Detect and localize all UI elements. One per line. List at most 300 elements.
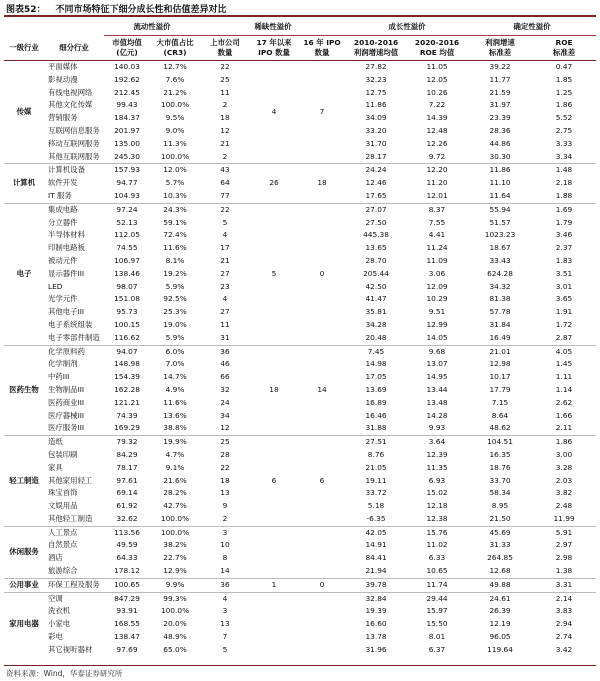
industry-cell: 传媒: [4, 61, 44, 164]
roe-mean-cell: 12.39: [426, 449, 448, 459]
roe-std-cell: 2.75: [555, 125, 573, 135]
growth-2010-2016-cell: 32.84: [346, 592, 406, 605]
roe-mean-cell: 7.22: [428, 100, 446, 110]
roe-mean-cell: 15.02: [426, 488, 448, 498]
cr3-share-cell: 5.9%: [165, 281, 185, 291]
market-cap-mean-cell: 140.03: [104, 61, 150, 74]
cr3-share-cell: 38.2%: [163, 540, 187, 550]
roe-mean-cell: 12.99: [426, 319, 448, 329]
sub-industry-cell: 酒店: [48, 553, 63, 563]
header-growth: 成长性溢价: [346, 18, 468, 36]
listed-count-cell: 18: [220, 475, 230, 485]
growth-std-cell: 34.32: [489, 281, 511, 291]
growth-2010-2016-cell: 14.98: [365, 359, 387, 369]
roe-std-cell: 1.85: [555, 74, 573, 84]
roe-std-cell: 1.66: [555, 410, 573, 420]
cr3-share-cell: 24.3%: [150, 203, 200, 216]
roe-mean-cell: 10.26: [426, 87, 448, 97]
sub-industry-cell: 小家电: [48, 619, 71, 629]
sub-industry-cell: 化学制剂: [48, 359, 78, 369]
growth-2010-2016-cell: 12.46: [365, 178, 387, 188]
growth-2010-2016-cell: 21.94: [365, 566, 387, 576]
growth-std-cell: 11.10: [489, 178, 511, 188]
cr3-share-cell: 14.7%: [163, 372, 187, 382]
roe-mean-cell: 14.95: [426, 372, 448, 382]
growth-std-cell: 12.68: [489, 566, 511, 576]
col-industry: 一级行业: [4, 36, 44, 61]
listed-count-cell: 25: [220, 74, 230, 84]
roe-mean-cell: 11.24: [426, 243, 448, 253]
cr3-share-cell: 9.9%: [150, 578, 200, 592]
roe-std-cell: 2.48: [555, 501, 573, 511]
table-row: [4, 592, 596, 605]
listed-count-cell: 17: [220, 243, 230, 253]
sub-industry-cell: 其他互联网服务: [48, 151, 100, 161]
growth-std-cell: 17.79: [489, 384, 511, 394]
listed-count-cell: 2: [222, 513, 228, 523]
ipo-since-2017-cell: 1: [250, 578, 298, 592]
sub-industry-cell: 显示器件III: [48, 268, 85, 278]
market-cap-mean-cell: 192.62: [114, 74, 140, 84]
roe-std-cell: 1.72: [555, 319, 573, 329]
cr3-share-cell: 12.7%: [150, 61, 200, 74]
roe-mean-cell: 11.20: [426, 178, 448, 188]
roe-std-cell: 5.91: [532, 526, 596, 539]
growth-std-cell: 26.39: [489, 606, 511, 616]
listed-count-cell: 27: [220, 307, 230, 317]
roe-std-cell: 1.79: [555, 217, 573, 227]
roe-mean-cell: 11.02: [426, 540, 448, 550]
growth-std-cell: 18.76: [489, 462, 511, 472]
sub-industry-cell: 软件开发: [48, 178, 78, 188]
ipo-since-2017-cell: 18: [250, 345, 298, 436]
table-row: [4, 203, 596, 216]
roe-std-cell: 2.62: [555, 397, 573, 407]
roe-mean-cell: 12.38: [426, 513, 448, 523]
roe-mean-cell: 9.72: [428, 151, 446, 161]
sub-industry-cell: 空调: [44, 592, 104, 605]
sub-industry-cell: 光学元件: [48, 294, 78, 304]
growth-std-cell: 8.64: [491, 410, 509, 420]
listed-count-cell: 2: [222, 100, 228, 110]
col-cr3: 大市值占比 (CR3): [150, 36, 200, 61]
growth-2010-2016-cell: 19.39: [365, 606, 387, 616]
roe-std-cell: 2.97: [555, 540, 573, 550]
growth-2010-2016-cell: 42.50: [365, 281, 387, 291]
col-roe2020: 2020-2016 ROE 均值: [406, 36, 468, 61]
growth-std-cell: 31.97: [489, 100, 511, 110]
col-ipo17: 17 年以来 IPO 数量: [250, 36, 298, 61]
roe-std-cell: 3.28: [555, 462, 573, 472]
growth-std-cell: 624.28: [487, 268, 513, 278]
growth-2010-2016-cell: 27.51: [346, 436, 406, 449]
cr3-share-cell: 100.0%: [160, 151, 190, 161]
market-cap-mean-cell: 212.45: [114, 87, 140, 97]
ipo-since-2017-cell: 26: [250, 164, 298, 203]
growth-std-cell: 11.64: [489, 190, 511, 200]
growth-std-cell: 44.86: [489, 138, 511, 148]
market-cap-mean-cell: 162.28: [114, 384, 140, 394]
cr3-share-cell: 100.0%: [160, 606, 190, 616]
table-row: [4, 345, 596, 358]
roe-std-cell: 2.37: [555, 243, 573, 253]
listed-count-cell: 28: [220, 449, 230, 459]
listed-count-cell: 2: [222, 151, 228, 161]
roe-mean-cell: 12.48: [426, 125, 448, 135]
listed-count-cell: 21: [220, 255, 230, 265]
roe-std-cell: 1.83: [555, 255, 573, 265]
market-cap-mean-cell: 151.08: [114, 294, 140, 304]
market-cap-mean-cell: 112.05: [114, 230, 140, 240]
sub-industry-cell: 其他文化传媒: [48, 100, 93, 110]
cr3-share-cell: 21.6%: [163, 475, 187, 485]
figure-caption: 不同市场特征下细分成长性和估值差异对比: [55, 5, 227, 15]
sub-industry-cell: LED: [48, 281, 63, 291]
roe-std-cell: 2.98: [555, 553, 573, 563]
ipo-2016-cell: 7: [298, 61, 346, 164]
growth-std-cell: 8.95: [491, 501, 509, 511]
growth-2010-2016-cell: 27.82: [346, 61, 406, 74]
growth-std-cell: 33.70: [489, 475, 511, 485]
roe-std-cell: 1.48: [532, 164, 596, 177]
roe-mean-cell: 14.39: [426, 113, 448, 123]
roe-mean-cell: 11.09: [426, 255, 448, 265]
growth-std-cell: 21.01: [468, 345, 532, 358]
cr3-share-cell: 21.2%: [163, 87, 187, 97]
roe-std-cell: 0.47: [532, 61, 596, 74]
roe-mean-cell: 7.55: [428, 217, 446, 227]
cr3-share-cell: 9.0%: [165, 125, 185, 135]
roe-mean-cell: 13.07: [426, 359, 448, 369]
growth-2010-2016-cell: 39.78: [346, 578, 406, 592]
growth-2010-2016-cell: 32.23: [365, 74, 387, 84]
growth-2010-2016-cell: 13.69: [365, 384, 387, 394]
cr3-share-cell: 11.6%: [163, 397, 187, 407]
roe-std-cell: 11.99: [553, 513, 575, 523]
roe-mean-cell: 4.41: [428, 230, 446, 240]
roe-mean-cell: 6.33: [428, 553, 446, 563]
figure-title: [6, 2, 227, 15]
sub-industry-cell: 电子零部件制造: [48, 332, 100, 342]
ipo-2016-cell: 14: [298, 345, 346, 436]
cr3-share-cell: 12.0%: [150, 164, 200, 177]
roe-mean-cell: 13.44: [426, 384, 448, 394]
growth-2010-2016-cell: 19.11: [365, 475, 387, 485]
roe-mean-cell: 9.93: [428, 423, 446, 433]
listed-count-cell: 12: [220, 125, 230, 135]
cr3-share-cell: 38.8%: [163, 423, 187, 433]
roe-std-cell: 3.33: [555, 138, 573, 148]
listed-count-cell: 23: [220, 281, 230, 291]
growth-std-cell: 31.33: [489, 540, 511, 550]
ipo-2016-cell: 18: [298, 164, 346, 203]
col-g1016: 2010-2016 利润增速均值: [346, 36, 406, 61]
listed-count-cell: 66: [220, 372, 230, 382]
growth-std-cell: 12.19: [489, 619, 511, 629]
cr3-share-cell: 4.7%: [165, 449, 185, 459]
cr3-share-cell: 19.2%: [163, 268, 187, 278]
cr3-share-cell: 5.7%: [165, 178, 185, 188]
roe-mean-cell: 14.28: [426, 410, 448, 420]
table-body: [4, 61, 596, 657]
listed-count-cell: 24: [220, 397, 230, 407]
cr3-share-cell: 5.9%: [165, 332, 185, 342]
growth-std-cell: 58.34: [489, 488, 511, 498]
market-cap-mean-cell: 184.37: [114, 113, 140, 123]
growth-2010-2016-cell: 31.96: [365, 644, 387, 654]
growth-std-cell: 39.22: [468, 61, 532, 74]
listed-count-cell: 13: [220, 619, 230, 629]
roe-std-cell: 3.82: [555, 488, 573, 498]
cr3-share-cell: 72.4%: [163, 230, 187, 240]
roe-std-cell: 4.05: [532, 345, 596, 358]
listed-count-cell: 32: [220, 384, 230, 394]
roe-mean-cell: 3.06: [428, 268, 446, 278]
growth-std-cell: 31.84: [489, 319, 511, 329]
roe-std-cell: 1.25: [555, 87, 573, 97]
sub-industry-cell: 环保工程及服务: [44, 578, 104, 592]
col-listed: 上市公司 数量: [200, 36, 250, 61]
sub-industry-cell: 造纸: [44, 436, 104, 449]
roe-mean-cell: 9.68: [406, 345, 468, 358]
growth-std-cell: 104.51: [468, 436, 532, 449]
roe-mean-cell: 12.20: [406, 164, 468, 177]
growth-std-cell: 81.38: [489, 294, 511, 304]
listed-count-cell: 27: [220, 268, 230, 278]
roe-std-cell: 1.38: [555, 566, 573, 576]
sub-industry-cell: 其他电子III: [48, 307, 85, 317]
sub-industry-cell: 自然景点: [48, 540, 78, 550]
roe-mean-cell: 14.05: [426, 332, 448, 342]
market-cap-mean-cell: 157.93: [104, 164, 150, 177]
roe-mean-cell: 15.97: [426, 606, 448, 616]
listed-count-cell: 12: [220, 423, 230, 433]
roe-std-cell: 2.11: [555, 423, 573, 433]
growth-std-cell: 21.59: [489, 87, 511, 97]
growth-2010-2016-cell: 17.65: [365, 190, 387, 200]
growth-2010-2016-cell: 7.45: [346, 345, 406, 358]
title-rule: [4, 15, 596, 17]
market-cap-mean-cell: 97.24: [104, 203, 150, 216]
sub-industry-cell: 计算机设备: [44, 164, 104, 177]
growth-2010-2016-cell: 28.17: [365, 151, 387, 161]
market-cap-mean-cell: 148.98: [114, 359, 140, 369]
growth-std-cell: 11.86: [468, 164, 532, 177]
roe-std-cell: 1.11: [555, 372, 573, 382]
market-cap-mean-cell: 100.65: [104, 578, 150, 592]
sub-industry-cell: 被动元件: [48, 255, 78, 265]
cr3-share-cell: 13.6%: [163, 410, 187, 420]
growth-std-cell: 28.36: [489, 125, 511, 135]
growth-2010-2016-cell: 24.24: [346, 164, 406, 177]
growth-std-cell: 96.05: [489, 632, 511, 642]
sub-industry-cell: 影视动漫: [48, 74, 78, 84]
roe-std-cell: 1.14: [555, 384, 573, 394]
roe-mean-cell: 10.65: [426, 566, 448, 576]
industry-cell: 家用电器: [4, 592, 44, 656]
roe-mean-cell: 12.18: [426, 501, 448, 511]
table-row: [4, 61, 596, 74]
growth-2010-2016-cell: -6.35: [366, 513, 386, 523]
col-sub: 细分行业: [44, 36, 104, 61]
growth-2010-2016-cell: 31.88: [365, 423, 387, 433]
market-cap-mean-cell: 61.92: [116, 501, 138, 511]
roe-mean-cell: 12.01: [426, 190, 448, 200]
growth-2010-2016-cell: 14.91: [365, 540, 387, 550]
roe-std-cell: 2.74: [555, 632, 573, 642]
roe-std-cell: 2.18: [555, 178, 573, 188]
growth-std-cell: 264.85: [487, 553, 513, 563]
roe-std-cell: 1.69: [532, 203, 596, 216]
listed-count-cell: 21: [220, 138, 230, 148]
growth-2010-2016-cell: 28.70: [365, 255, 387, 265]
growth-2010-2016-cell: 16.60: [365, 619, 387, 629]
growth-std-cell: 23.39: [489, 113, 511, 123]
sub-industry-cell: 互联网信息服务: [48, 125, 100, 135]
market-cap-mean-cell: 154.39: [114, 372, 140, 382]
sub-industry-cell: 印制电路板: [48, 243, 85, 253]
ipo-2016-cell: [298, 592, 346, 656]
cr3-share-cell: 9.1%: [165, 462, 185, 472]
cr3-share-cell: 100.0%: [160, 513, 190, 523]
growth-std-cell: 57.78: [489, 307, 511, 317]
industry-cell: 轻工制造: [4, 436, 44, 527]
header-certainty: 确定性溢价: [468, 18, 596, 36]
market-cap-mean-cell: 69.14: [116, 488, 138, 498]
listed-count-cell: 43: [200, 164, 250, 177]
market-cap-mean-cell: 100.15: [114, 319, 140, 329]
market-cap-mean-cell: 168.55: [114, 619, 140, 629]
listed-count-cell: 18: [220, 113, 230, 123]
header-liquidity: 流动性溢价: [104, 18, 200, 36]
roe-mean-cell: 15.76: [406, 526, 468, 539]
growth-2010-2016-cell: 21.05: [365, 462, 387, 472]
listed-count-cell: 22: [200, 61, 250, 74]
sub-industry-cell: 洗衣机: [48, 606, 71, 616]
table-row: [4, 164, 596, 177]
market-cap-mean-cell: 106.97: [114, 255, 140, 265]
roe-mean-cell: 11.05: [406, 61, 468, 74]
listed-count-cell: 4: [222, 230, 228, 240]
growth-std-cell: 33.43: [489, 255, 511, 265]
roe-mean-cell: 11.35: [426, 462, 448, 472]
cr3-share-cell: 65.0%: [163, 644, 187, 654]
listed-count-cell: 7: [222, 632, 228, 642]
listed-count-cell: 3: [222, 606, 228, 616]
market-cap-mean-cell: 94.07: [104, 345, 150, 358]
market-cap-mean-cell: 847.29: [104, 592, 150, 605]
growth-std-cell: 45.69: [468, 526, 532, 539]
roe-mean-cell: 12.09: [426, 281, 448, 291]
roe-std-cell: 3.34: [555, 151, 573, 161]
growth-2010-2016-cell: 5.18: [367, 501, 385, 511]
ipo-2016-cell: 6: [298, 436, 346, 527]
growth-std-cell: 30.30: [489, 151, 511, 161]
market-cap-mean-cell: 74.39: [116, 410, 138, 420]
cr3-share-cell: 6.0%: [150, 345, 200, 358]
ipo-2016-cell: 0: [298, 203, 346, 345]
industry-cell: 休闲服务: [4, 526, 44, 578]
roe-mean-cell: 15.50: [426, 619, 448, 629]
table-row: [4, 578, 596, 592]
market-cap-mean-cell: 121.21: [114, 397, 140, 407]
roe-std-cell: 3.31: [532, 578, 596, 592]
roe-std-cell: 3.42: [555, 644, 573, 654]
market-cap-mean-cell: 245.30: [114, 151, 140, 161]
market-cap-mean-cell: 98.07: [116, 281, 138, 291]
roe-mean-cell: 12.05: [426, 74, 448, 84]
roe-std-cell: 1.86: [555, 100, 573, 110]
sub-industry-cell: 分立器件: [48, 217, 78, 227]
growth-std-cell: 18.67: [489, 243, 511, 253]
cr3-share-cell: 11.6%: [163, 243, 187, 253]
growth-2010-2016-cell: 205.44: [363, 268, 389, 278]
listed-count-cell: 46: [220, 359, 230, 369]
growth-2010-2016-cell: 445.38: [363, 230, 389, 240]
listed-count-cell: 11: [220, 87, 230, 97]
growth-std-cell: 51.57: [489, 217, 511, 227]
ipo-since-2017-cell: 4: [250, 61, 298, 164]
growth-2010-2016-cell: 12.75: [365, 87, 387, 97]
ipo-since-2017-cell: 6: [250, 436, 298, 527]
cr3-share-cell: 7.0%: [165, 359, 185, 369]
cr3-share-cell: 59.1%: [163, 217, 187, 227]
roe-std-cell: 1.88: [555, 190, 573, 200]
listed-count-cell: 10: [220, 540, 230, 550]
sub-industry-cell: 医药商业III: [48, 397, 85, 407]
market-cap-mean-cell: 95.73: [116, 307, 138, 317]
roe-std-cell: 3.46: [555, 230, 573, 240]
cr3-share-cell: 20.0%: [163, 619, 187, 629]
market-cap-mean-cell: 32.62: [116, 513, 138, 523]
market-cap-mean-cell: 78.17: [116, 462, 138, 472]
roe-std-cell: 2.87: [555, 332, 573, 342]
market-cap-mean-cell: 201.97: [114, 125, 140, 135]
market-cap-mean-cell: 52.13: [116, 217, 138, 227]
sub-industry-cell: 生物制品III: [48, 384, 85, 394]
roe-std-cell: 1.91: [555, 307, 573, 317]
cr3-share-cell: 12.9%: [163, 566, 187, 576]
market-cap-mean-cell: 79.32: [104, 436, 150, 449]
cr3-share-cell: 8.1%: [165, 255, 185, 265]
sub-industry-cell: IT 服务: [48, 190, 72, 200]
growth-2010-2016-cell: 35.81: [365, 307, 387, 317]
sub-industry-cell: 其他家用轻工: [48, 475, 93, 485]
header-scarcity: 稀缺性溢价: [200, 18, 346, 36]
col-roestd: ROE 标准差: [532, 36, 596, 61]
listed-count-cell: 4: [200, 592, 250, 605]
listed-count-cell: 5: [222, 217, 228, 227]
roe-std-cell: 3.83: [555, 606, 573, 616]
ipo-2016-cell: [298, 526, 346, 578]
roe-mean-cell: 9.51: [428, 307, 446, 317]
growth-std-cell: 16.49: [489, 332, 511, 342]
market-cap-mean-cell: 169.29: [114, 423, 140, 433]
growth-2010-2016-cell: 16.46: [365, 410, 387, 420]
market-cap-mean-cell: 84.29: [116, 449, 138, 459]
growth-std-cell: 55.94: [468, 203, 532, 216]
col-mcap: 市值均值 (亿元): [104, 36, 150, 61]
industry-cell: 医药生物: [4, 345, 44, 436]
market-cap-mean-cell: 135.00: [114, 138, 140, 148]
roe-mean-cell: 3.64: [406, 436, 468, 449]
roe-mean-cell: 8.01: [428, 632, 446, 642]
roe-mean-cell: 10.29: [426, 294, 448, 304]
growth-2010-2016-cell: 13.78: [365, 632, 387, 642]
roe-mean-cell: 29.44: [406, 592, 468, 605]
sub-industry-cell: 营销服务: [48, 113, 78, 123]
market-cap-mean-cell: 74.55: [116, 243, 138, 253]
